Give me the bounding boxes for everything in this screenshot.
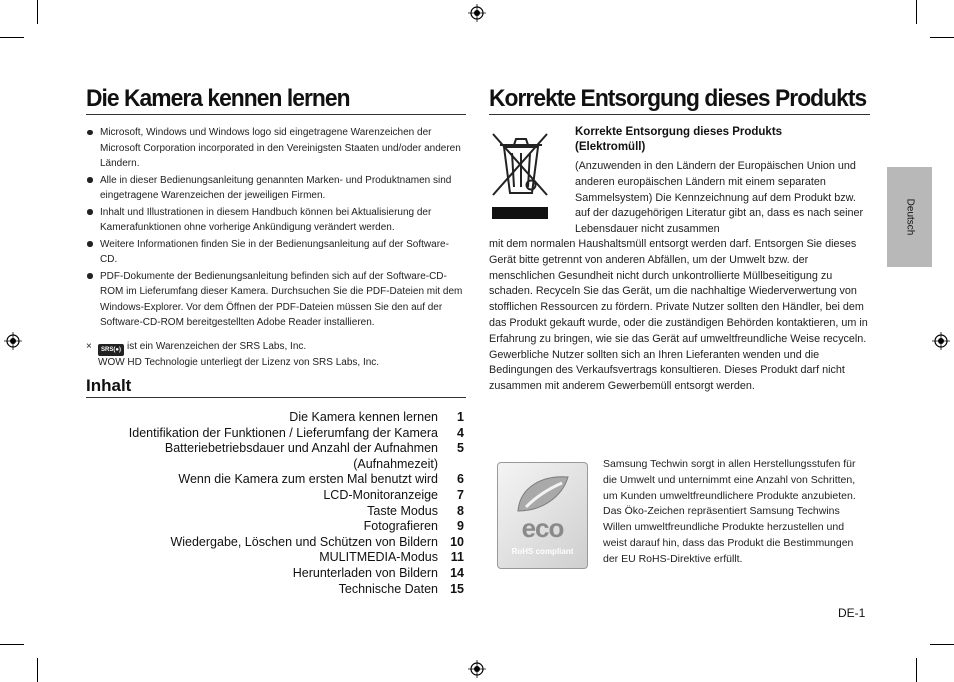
toc-page: 9 bbox=[457, 519, 464, 534]
toc-title: Fotografieren bbox=[363, 519, 438, 534]
disposal-subtitle-line-2: (Elektromüll) bbox=[575, 141, 646, 153]
toc-item[interactable] bbox=[120, 426, 464, 442]
toc-page: 10 bbox=[450, 534, 464, 549]
toc-page: 8 bbox=[457, 503, 464, 518]
crop-mark bbox=[37, 0, 38, 24]
list-item: Microsoft, Windows und Windows logo sid eingetragene Warenzeichen der Microsoft Corporation incorporated in den Vereinigsten Staaten und/oder anderen Ländern. bbox=[86, 125, 466, 172]
srs-line-1: ist ein Warenzeichen der SRS Labs, Inc. bbox=[127, 341, 307, 352]
toc-item[interactable] bbox=[120, 410, 464, 426]
crop-mark bbox=[0, 37, 24, 38]
eco-description: Samsung Techwin sorgt in allen Herstellungsstufen für die Umwelt und unternimmt eine Anzahl von Schritten, um Kunden umweltfreundlichere Produkte anzubieten. Das Öko-Zeichen repräsentiert Samsung Techwins Willen umweltfreundliche Produkte herzustellen und weist darauf hin, dass das Produkt die Bestimmungen der EU RoHS-Direktive erfüllt. bbox=[603, 458, 856, 565]
toc-item[interactable] bbox=[120, 457, 464, 473]
toc-title: MULITMEDIA-Modus bbox=[319, 550, 438, 565]
toc-title: Batteriebetriebsdauer und Anzahl der Aufnahmen bbox=[164, 441, 438, 456]
toc-page: 14 bbox=[450, 565, 464, 580]
list-item: Alle in dieser Bedienungsanleitung genannten Marken- und Produktnamen sind eingetragene Warenzeichen der jeweiligen Firmen. bbox=[86, 173, 466, 204]
list-item: PDF-Dokumente der Bedienungsanleitung befinden sich auf der Software-CD-ROM im Lieferumfang dieser Kamera. Durchsuchen Sie die PDF-Dateien mit dem Windows-Explorer. Vor dem Öffnen der PDF-Dateien müssen Sie den auf der Software-CD-ROM bereitgestellten Adobe Reader installieren. bbox=[86, 269, 466, 331]
crop-mark bbox=[37, 658, 38, 682]
toc-page: 7 bbox=[457, 487, 464, 502]
registration-mark-icon bbox=[4, 332, 22, 350]
toc-page: 4 bbox=[457, 425, 464, 440]
registration-mark-icon bbox=[468, 4, 486, 22]
toc-item[interactable] bbox=[120, 535, 464, 551]
toc-title: Identifikation der Funktionen / Lieferumfang der Kamera bbox=[128, 425, 438, 440]
eco-logo-word: eco bbox=[521, 513, 564, 543]
list-item: Inhalt und Illustrationen in diesem Handbuch können bei Aktualisierung der Kamerafunktionen ohne vorherige Ankündigung verändert werden. bbox=[86, 205, 466, 236]
toc-page: 11 bbox=[450, 550, 464, 565]
toc-item[interactable] bbox=[120, 566, 464, 582]
disposal-subtitle-line-1: Korrekte Entsorgung dieses Produkts bbox=[575, 126, 783, 138]
toc-title: (Aufnahmezeit) bbox=[353, 456, 438, 471]
disposal-page-title: Korrekte Entsorgung dieses Produkts bbox=[489, 85, 867, 112]
note-mark: × bbox=[86, 341, 92, 352]
srs-trademark-note bbox=[86, 340, 466, 370]
toc-page: 6 bbox=[457, 472, 464, 487]
toc-page: 15 bbox=[450, 581, 464, 596]
toc-item[interactable] bbox=[120, 582, 464, 598]
toc-title: LCD-Monitoranzeige bbox=[323, 487, 438, 502]
toc-page: 5 bbox=[457, 441, 464, 456]
notice-list bbox=[86, 125, 466, 332]
disposal-subtitle bbox=[575, 125, 855, 155]
srs-logo: SRS(●) bbox=[98, 344, 124, 356]
toc-title: Herunterladen von Bildern bbox=[292, 565, 438, 580]
eco-rohs-logo bbox=[497, 462, 588, 569]
contents-rule bbox=[86, 397, 466, 398]
list-item: Weitere Informationen finden Sie in der Bedienungsanleitung auf der Software-CD. bbox=[86, 237, 466, 268]
title-rule bbox=[489, 114, 870, 115]
disposal-body-text: mit dem normalen Haushaltsmüll entsorgt werden darf. Entsorgen Sie dieses Gerät bitte getrennt von anderen Abfällen, um der Umwelt bzw. der menschlichen Gesundheit nicht durch unkontrollierte Müllbeseitigung zu schaden. Recyceln Sie das Gerät, um die nachhaltige Wiederverwertung von stofflichen Ressourcen zu fördern. Private Nutzer sollten den Händler, bei dem das Produkt gekauft wurde, oder die zuständigen Behörden kontaktieren, um in Erfahrung zu bringen, wie sie das Gerät auf umweltfreundliche Weise recyceln. Gewerbliche Nutzer sollten sich an Ihren Lieferanten wenden und die Bedingungen des Verkaufsvertrags konsultieren. Dieses Produkt darf nicht zusammen mit anderem Gewerbemüll entsorgt werden. bbox=[489, 238, 868, 393]
toc-item[interactable] bbox=[120, 441, 464, 457]
registration-mark-icon bbox=[468, 660, 486, 678]
title-rule bbox=[86, 114, 466, 115]
crossed-bin-icon bbox=[490, 127, 550, 221]
table-of-contents bbox=[120, 410, 464, 597]
toc-title: Technische Daten bbox=[338, 581, 438, 596]
srs-line-2: WOW HD Technologie unterliegt der Lizenz von SRS Labs, Inc. bbox=[98, 357, 380, 368]
toc-page: 1 bbox=[457, 410, 464, 424]
disposal-intro-text: (Anzuwenden in den Ländern der Europäischen Union und anderen europäischen Ländern mit einem separaten Sammelsystem) Die Kennzeichnung auf dem Produkt bzw. auf der dazugehörigen Literatur gibt an, dass es nach seiner Lebensdauer nicht zusammen bbox=[575, 160, 864, 236]
toc-item[interactable] bbox=[120, 504, 464, 520]
registration-mark-icon bbox=[932, 332, 950, 350]
language-tab bbox=[887, 167, 932, 267]
crop-mark bbox=[0, 644, 24, 645]
language-tab-label: Deutsch bbox=[904, 198, 915, 236]
contents-title: Inhalt bbox=[86, 376, 132, 395]
crop-mark bbox=[916, 658, 917, 682]
toc-item[interactable] bbox=[120, 488, 464, 504]
toc-item[interactable] bbox=[120, 472, 464, 488]
toc-item[interactable] bbox=[120, 550, 464, 566]
eco-logo-subtitle: RoHS compliant bbox=[511, 547, 574, 556]
leaf-icon bbox=[512, 471, 572, 517]
page-number: DE-1 bbox=[838, 606, 866, 620]
toc-title: Wiedergabe, Löschen und Schützen von Bildern bbox=[170, 534, 438, 549]
toc-title: Taste Modus bbox=[367, 503, 438, 518]
crop-mark bbox=[930, 37, 954, 38]
toc-item[interactable] bbox=[120, 519, 464, 535]
toc-title: Die Kamera kennen lernen bbox=[289, 410, 438, 424]
crop-mark bbox=[916, 0, 917, 24]
crop-mark bbox=[930, 644, 954, 645]
page-title: Die Kamera kennen lernen bbox=[86, 85, 350, 112]
toc-title: Wenn die Kamera zum ersten Mal benutzt wird bbox=[178, 472, 438, 487]
